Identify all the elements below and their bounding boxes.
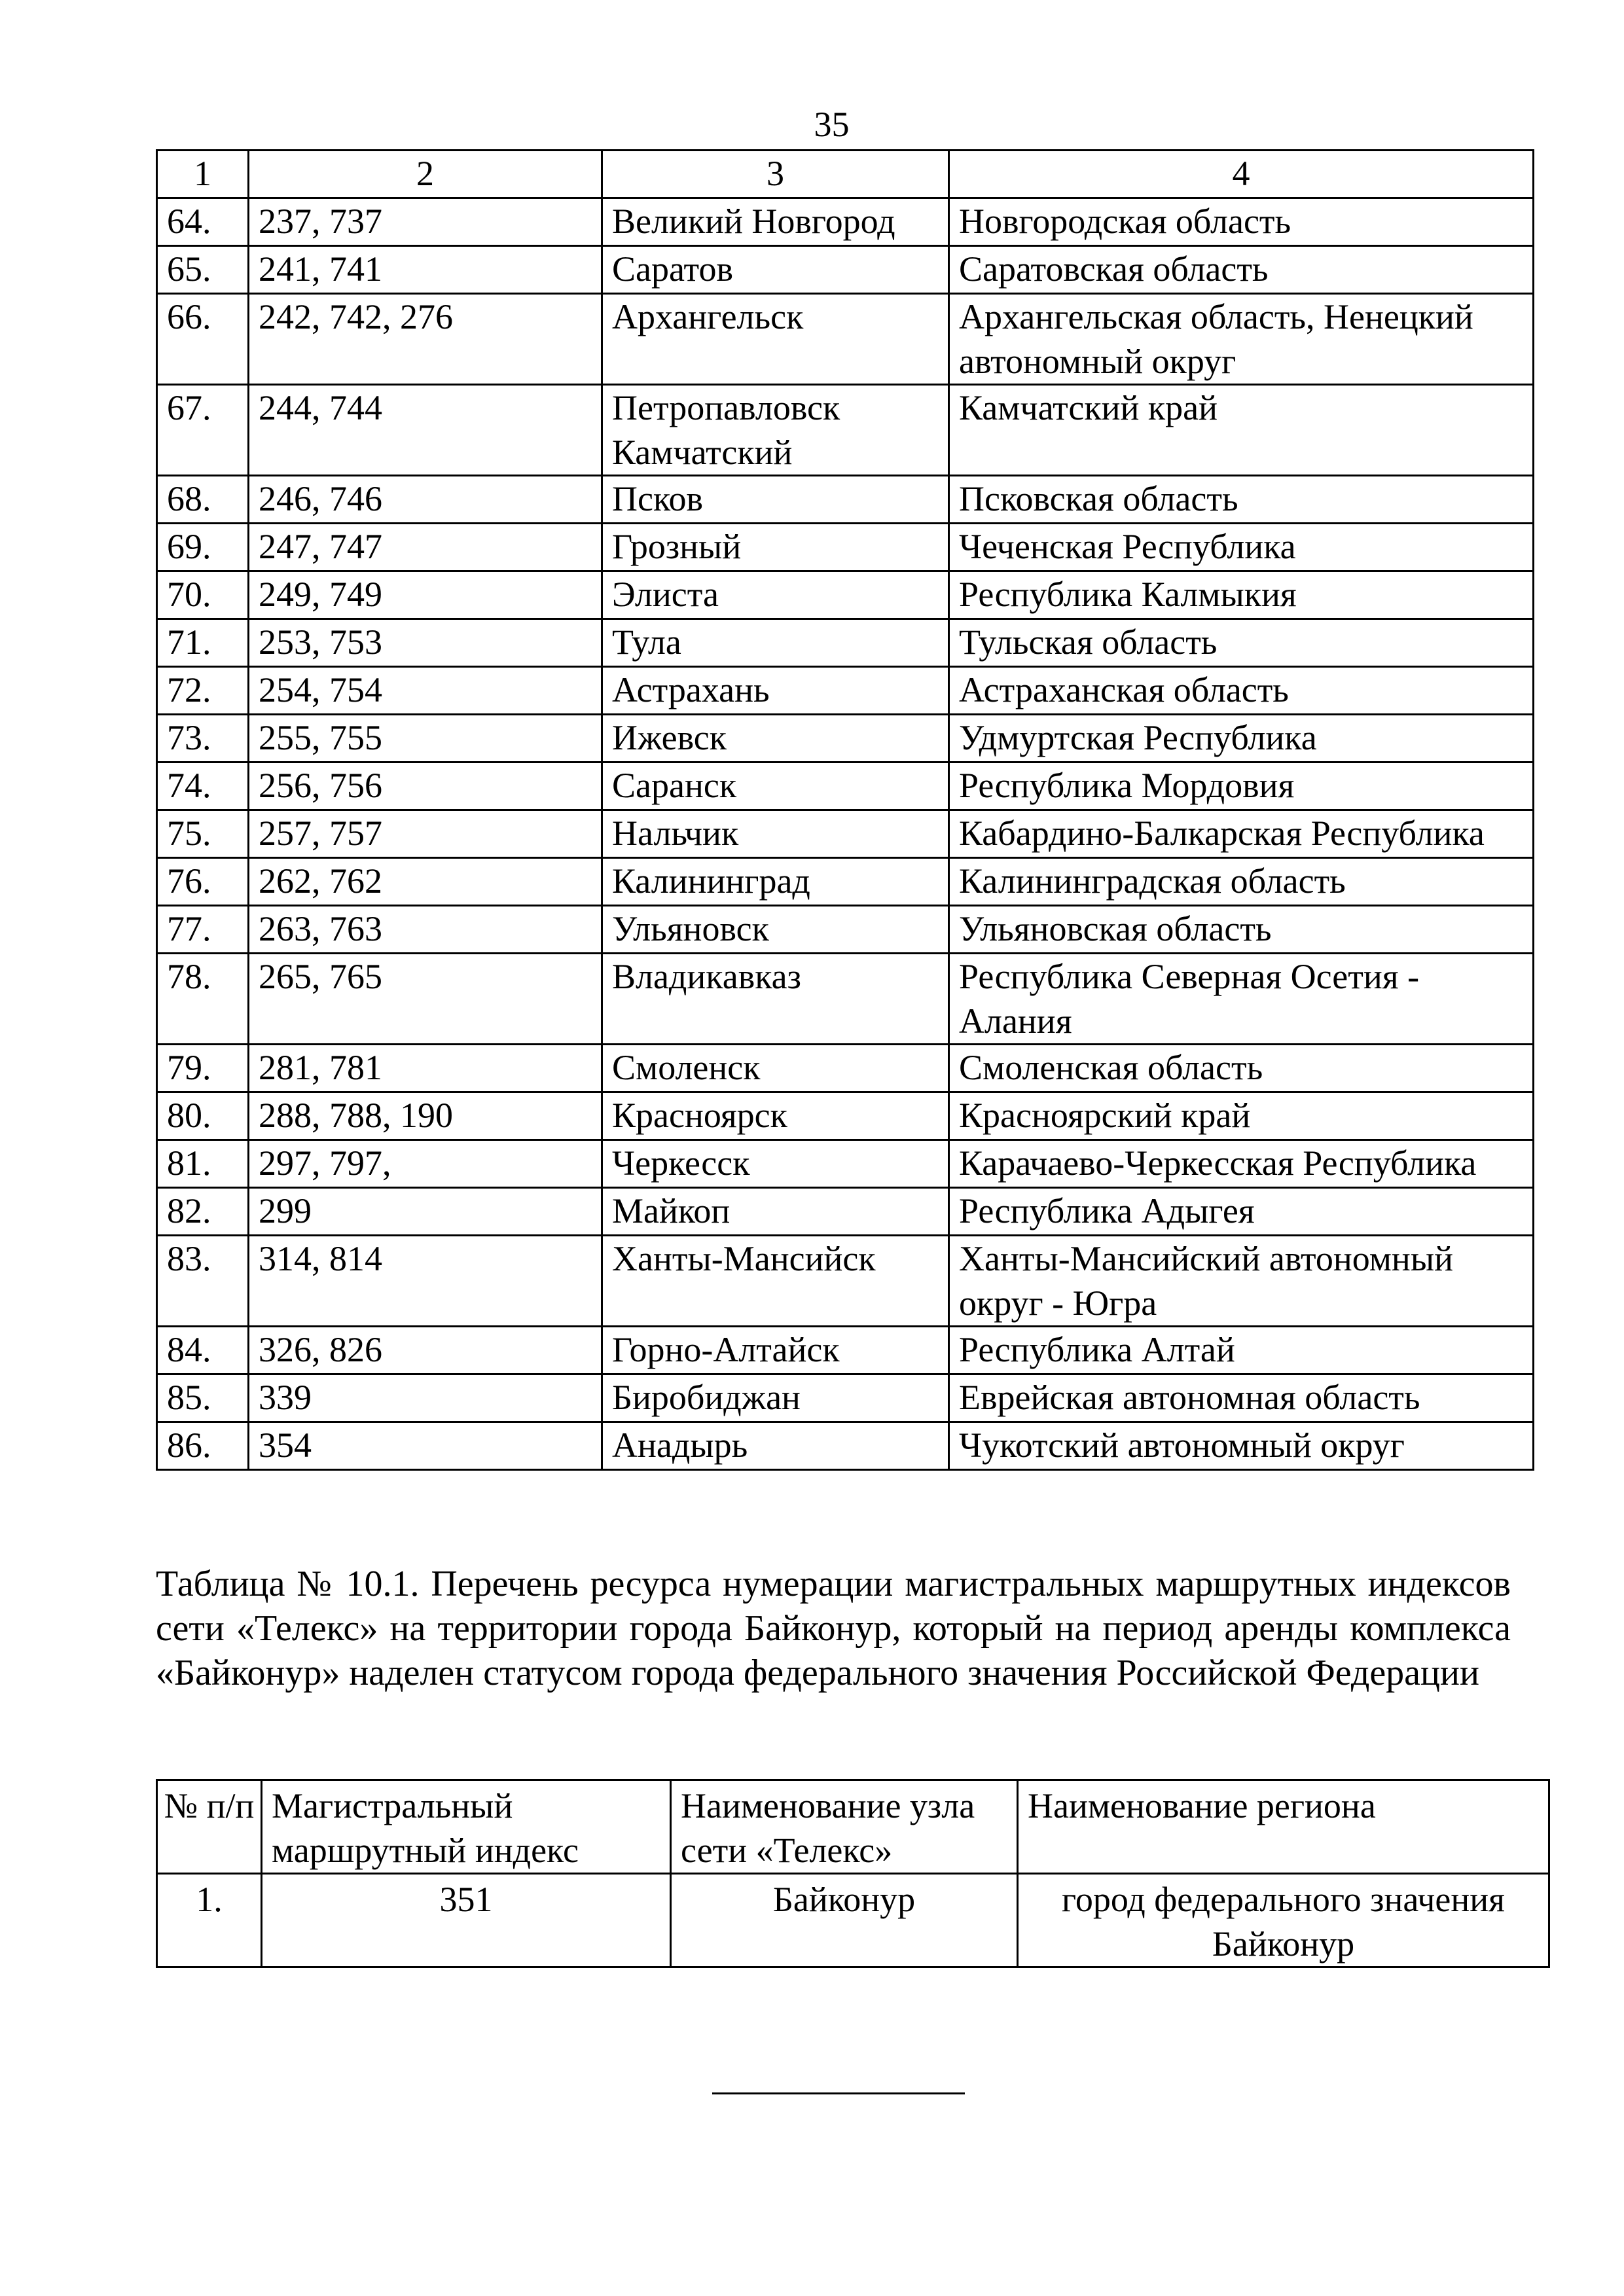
cell-node: Тула xyxy=(602,619,949,667)
table-header-row xyxy=(157,151,1534,198)
cell-node: Черкесск xyxy=(602,1140,949,1188)
table-row xyxy=(157,858,1534,906)
cell-region: Чеченская Республика xyxy=(949,524,1534,571)
cell-region: Тульская область xyxy=(949,619,1534,667)
cell-region: Псковская область xyxy=(949,476,1534,524)
cell-region: Республика Мордовия xyxy=(949,762,1534,810)
cell-index: 256, 756 xyxy=(249,762,602,810)
header-cell: 2 xyxy=(249,151,602,198)
cell-region: Удмуртская Республика xyxy=(949,715,1534,762)
cell-index: 262, 762 xyxy=(249,858,602,906)
cell-number: 83. xyxy=(157,1236,249,1327)
cell-number: 78. xyxy=(157,954,249,1045)
cell-number: 69. xyxy=(157,524,249,571)
header-node: Наименование узла сети «Телекс» xyxy=(671,1780,1018,1874)
cell-number: 65. xyxy=(157,246,249,294)
cell-index: 253, 753 xyxy=(249,619,602,667)
cell-number: 81. xyxy=(157,1140,249,1188)
cell-index: 281, 781 xyxy=(249,1045,602,1092)
cell-index: 244, 744 xyxy=(249,385,602,476)
cell-node: Петропавловск Камчатский xyxy=(602,385,949,476)
cell-node: Великий Новгород xyxy=(602,198,949,246)
cell-region: Республика Адыгея xyxy=(949,1188,1534,1236)
cell-region: Республика Алтай xyxy=(949,1327,1534,1374)
regions-index-table xyxy=(156,149,1534,1471)
cell-node: Горно-Алтайск xyxy=(602,1327,949,1374)
cell-node: Биробиджан xyxy=(602,1374,949,1422)
cell-region: Смоленская область xyxy=(949,1045,1534,1092)
cell-number: 70. xyxy=(157,571,249,619)
cell-node: Майкоп xyxy=(602,1188,949,1236)
cell-index: 354 xyxy=(249,1422,602,1470)
cell-node: Элиста xyxy=(602,571,949,619)
baikonur-index-table xyxy=(156,1779,1550,1968)
cell-index: 351 xyxy=(262,1874,671,1967)
cell-region: Республика Северная Осетия - Алания xyxy=(949,954,1534,1045)
cell-region: Архангельская область, Ненецкий автономный округ xyxy=(949,294,1534,385)
table-row xyxy=(157,762,1534,810)
table-row xyxy=(157,476,1534,524)
cell-node: Красноярск xyxy=(602,1092,949,1140)
cell-index: 265, 765 xyxy=(249,954,602,1045)
header-cell: 1 xyxy=(157,151,249,198)
table-row xyxy=(157,715,1534,762)
cell-region: Астраханская область xyxy=(949,667,1534,715)
cell-region: Саратовская область xyxy=(949,246,1534,294)
cell-number: 82. xyxy=(157,1188,249,1236)
cell-number: 75. xyxy=(157,810,249,858)
cell-number: 73. xyxy=(157,715,249,762)
end-rule xyxy=(712,2092,965,2094)
cell-number: 67. xyxy=(157,385,249,476)
table-row xyxy=(157,906,1534,954)
cell-node: Архангельск xyxy=(602,294,949,385)
cell-node: Калининград xyxy=(602,858,949,906)
cell-node: Грозный xyxy=(602,524,949,571)
cell-number: 68. xyxy=(157,476,249,524)
table-row xyxy=(157,1188,1534,1236)
table-header-row xyxy=(157,1780,1549,1874)
cell-number: 76. xyxy=(157,858,249,906)
cell-number: 77. xyxy=(157,906,249,954)
table-row xyxy=(157,1422,1534,1470)
cell-region: город федерального значения Байконур xyxy=(1018,1874,1549,1967)
cell-index: 255, 755 xyxy=(249,715,602,762)
cell-number: 64. xyxy=(157,198,249,246)
table-row xyxy=(157,524,1534,571)
cell-node: Анадырь xyxy=(602,1422,949,1470)
table-body xyxy=(157,198,1534,1470)
cell-node: Саранск xyxy=(602,762,949,810)
cell-index: 339 xyxy=(249,1374,602,1422)
table-row xyxy=(157,294,1534,385)
table-row xyxy=(157,385,1534,476)
cell-node: Астрахань xyxy=(602,667,949,715)
table-row xyxy=(157,619,1534,667)
cell-node: Байконур xyxy=(671,1874,1018,1967)
cell-number: 74. xyxy=(157,762,249,810)
table-row xyxy=(157,1327,1534,1374)
table-row xyxy=(157,1874,1549,1967)
header-region: Наименование региона xyxy=(1018,1780,1549,1874)
cell-region: Красноярский край xyxy=(949,1092,1534,1140)
cell-index: 257, 757 xyxy=(249,810,602,858)
cell-number: 79. xyxy=(157,1045,249,1092)
cell-number: 1. xyxy=(157,1874,262,1967)
cell-node: Владикавказ xyxy=(602,954,949,1045)
cell-index: 288, 788, 190 xyxy=(249,1092,602,1140)
cell-index: 247, 747 xyxy=(249,524,602,571)
cell-number: 71. xyxy=(157,619,249,667)
cell-node: Ульяновск xyxy=(602,906,949,954)
cell-index: 314, 814 xyxy=(249,1236,602,1327)
table-caption: Таблица № 10.1. Перечень ресурса нумерации магистральных маршрутных индексов сети «Телекс» на территории города Байконур, который на период аренды комплекса «Байконур» наделен статусом города федерального значения Российской Федерации xyxy=(156,1564,1511,1693)
cell-region: Камчатский край xyxy=(949,385,1534,476)
cell-region: Калининградская область xyxy=(949,858,1534,906)
cell-node: Саратов xyxy=(602,246,949,294)
cell-number: 66. xyxy=(157,294,249,385)
table-row xyxy=(157,1140,1534,1188)
cell-region: Кабардино-Балкарская Республика xyxy=(949,810,1534,858)
cell-region: Республика Калмыкия xyxy=(949,571,1534,619)
table-row xyxy=(157,810,1534,858)
cell-index: 246, 746 xyxy=(249,476,602,524)
cell-index: 237, 737 xyxy=(249,198,602,246)
cell-index: 326, 826 xyxy=(249,1327,602,1374)
cell-node: Нальчик xyxy=(602,810,949,858)
cell-index: 241, 741 xyxy=(249,246,602,294)
cell-number: 84. xyxy=(157,1327,249,1374)
cell-region: Новгородская область xyxy=(949,198,1534,246)
cell-number: 85. xyxy=(157,1374,249,1422)
cell-index: 249, 749 xyxy=(249,571,602,619)
table-row xyxy=(157,1092,1534,1140)
cell-node: Ижевск xyxy=(602,715,949,762)
header-cell: 4 xyxy=(949,151,1534,198)
header-cell: 3 xyxy=(602,151,949,198)
cell-region: Чукотский автономный округ xyxy=(949,1422,1534,1470)
table-row xyxy=(157,198,1534,246)
cell-node: Смоленск xyxy=(602,1045,949,1092)
page-number: 35 xyxy=(814,105,850,144)
table-row xyxy=(157,667,1534,715)
cell-region: Ульяновская область xyxy=(949,906,1534,954)
cell-number: 86. xyxy=(157,1422,249,1470)
cell-region: Еврейская автономная область xyxy=(949,1374,1534,1422)
cell-node: Псков xyxy=(602,476,949,524)
cell-index: 242, 742, 276 xyxy=(249,294,602,385)
cell-node: Ханты-Мансийск xyxy=(602,1236,949,1327)
table-row xyxy=(157,954,1534,1045)
table-row xyxy=(157,1374,1534,1422)
cell-number: 72. xyxy=(157,667,249,715)
cell-index: 297, 797, xyxy=(249,1140,602,1188)
table-row xyxy=(157,1045,1534,1092)
table-row xyxy=(157,1236,1534,1327)
cell-region: Карачаево-Черкесская Республика xyxy=(949,1140,1534,1188)
header-index: Магистральный маршрутный индекс xyxy=(262,1780,671,1874)
cell-number: 80. xyxy=(157,1092,249,1140)
cell-index: 254, 754 xyxy=(249,667,602,715)
cell-index: 299 xyxy=(249,1188,602,1236)
header-number: № п/п xyxy=(157,1780,262,1874)
cell-region: Ханты-Мансийский автономный округ - Югра xyxy=(949,1236,1534,1327)
table-row xyxy=(157,246,1534,294)
table-row xyxy=(157,571,1534,619)
cell-index: 263, 763 xyxy=(249,906,602,954)
